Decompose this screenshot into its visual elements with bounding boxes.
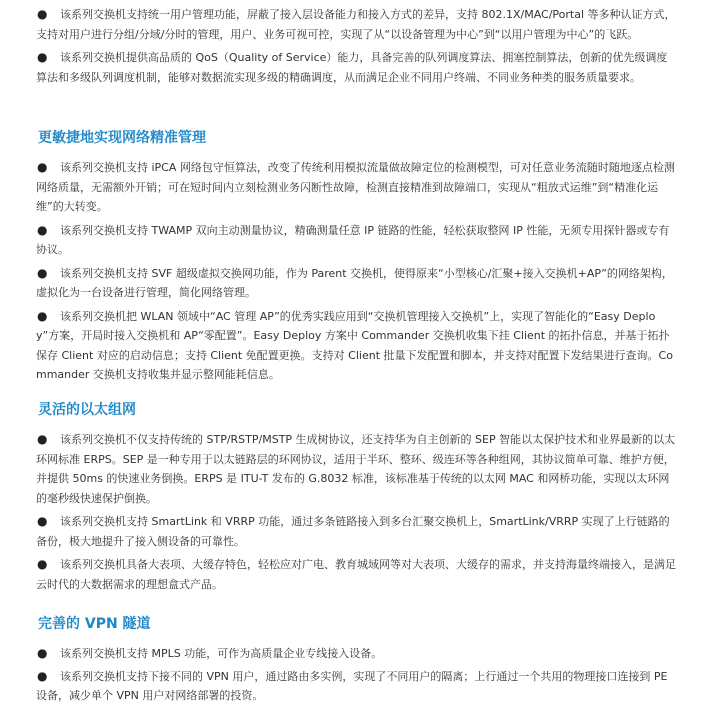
list-item-text: 该系列交换机支持下接不同的 VPN 用户，通过路由多实例，实现了不同用户的隔离；上行通过一个共用的物理接口连接到 PE 设备，减少单个 VPN 用户对网络部署的投资。 <box>36 669 668 702</box>
bullet-icon: ● <box>37 265 48 280</box>
list-item <box>0 158 705 217</box>
bullet-icon: ● <box>37 222 48 237</box>
bullet-icon: ● <box>37 557 48 571</box>
section-ethernet-networking <box>0 400 705 594</box>
section-heading: 灵活的以太组网 <box>38 402 136 418</box>
list-item-text: 该系列交换机支持 TWAMP 双向主动测量协议，精确测量任意 IP 链路的性能，轻松获取整网 IP 性能，无须专用探针器或专有协议。 <box>36 223 670 256</box>
bullet-icon: ● <box>37 668 48 683</box>
bullet-icon: ● <box>37 50 48 64</box>
bullet-icon: ● <box>37 160 48 174</box>
list-item-text: 该系列交换机提供高品质的 QoS（Quality of Service）能力，具备完善的队列调度算法、拥塞控制算法，创新的优先级调度算法和多级队列调度机制，能够对数据流实现多级的精确调度，从而满足企业不同用户终端、不同业务种类的服务质量要求。 <box>36 51 668 84</box>
section-precise-management <box>0 128 705 385</box>
bullet-icon: ● <box>37 514 48 528</box>
list-item-text: 该系列交换机不仅支持传统的 STP/RSTP/MSTP 生成树协议，还支持华为自主创新的 SEP 智能以太保护技术和业界最新的以太环网标准 ERPS。SEP 是一种专用于以太链路层的环网协议，适用于半环、整环、级连环等各种组网，其协议简单可靠、维护方便，并提供 50ms 的快速业务倒换。ERPS 是 ITU-T 发布的 G.8032 标准，该标准基于传统的以太网 MAC 和网桥功能，实现以太环网的毫秒级快速保护倒换。 <box>36 433 676 505</box>
list-item <box>0 555 705 594</box>
section-heading: 更敏捷地实现网络精准管理 <box>38 130 206 146</box>
list-item <box>0 644 705 664</box>
list-item <box>0 667 705 704</box>
section-vpn-tunnel <box>0 614 705 704</box>
list-item-text: 该系列交换机支持 MPLS 功能，可作为高质量企业专线接入设备。 <box>60 647 383 660</box>
list-item-text: 该系列交换机支持 iPCA 网络包守恒算法，改变了传统利用模拟流量做故障定位的检测模型，可对任意业务流随时随地逐点检测网络质量，无需额外开销；可在短时间内立刻检测业务闪断性故障，检测直接精准到故障端口，实现从“粗放式运维”到“精准化运维”的大转变。 <box>36 161 675 213</box>
list-item <box>0 221 705 260</box>
list-item <box>0 5 705 44</box>
list-item-text: 该系列交换机支持 SVF 超级虚拟交换网功能，作为 Parent 交换机，使得原来“小型核心/汇聚+接入交换机+AP”的网络架构，虚拟化为一台设备进行管理，简化网络管理。 <box>36 266 673 299</box>
section-intro <box>0 5 705 87</box>
section-heading: 完善的 VPN 隧道 <box>38 616 151 632</box>
bullet-icon: ● <box>37 308 48 323</box>
bullet-icon: ● <box>37 432 48 446</box>
list-item-text: 该系列交换机把 WLAN 领域中“AC 管理 AP”的优秀实践应用到“交换机管理接入交换机”上，实现了智能化的“Easy Deploy”方案，开局时接入交换机和 AP“零配置”。Easy Deploy 方案中 Commander 交换机收集下挂 Client 的拓扑信息，并基于拓扑保存 Client 对应的启动信息；支持 Client 免配置更换。支持对 Client 批量下发配置和脚本，并支持对配置下发结果进行查询。Commander 交换机支持收集并显示整网能耗信息。 <box>36 309 673 381</box>
list-item <box>0 430 705 508</box>
list-item <box>0 48 705 87</box>
list-item-text: 该系列交换机具备大表项、大缓存特色，轻松应对广电、教育城域网等对大表项、大缓存的需求，并支持海量终端接入，是满足云时代的大数据需求的理想盒式产品。 <box>36 558 676 591</box>
list-item-text: 该系列交换机支持 SmartLink 和 VRRP 功能，通过多条链路接入到多台汇聚交换机上，SmartLink/VRRP 实现了上行链路的备份，极大地提升了接入侧设备的可靠性。 <box>36 515 670 548</box>
bullet-icon: ● <box>37 646 48 660</box>
list-item <box>0 307 705 385</box>
list-item <box>0 264 705 303</box>
list-item-text: 该系列交换机支持统一用户管理功能，屏蔽了接入层设备能力和接入方式的差异，支持 802.1X/MAC/Portal 等多种认证方式，支持对用户进行分组/分域/分时的管理，用户、业务可视可控，实现了从“以设备管理为中心”到“以用户管理为中心”的飞跃。 <box>36 8 676 41</box>
bullet-icon: ● <box>37 7 48 21</box>
list-item <box>0 512 705 551</box>
